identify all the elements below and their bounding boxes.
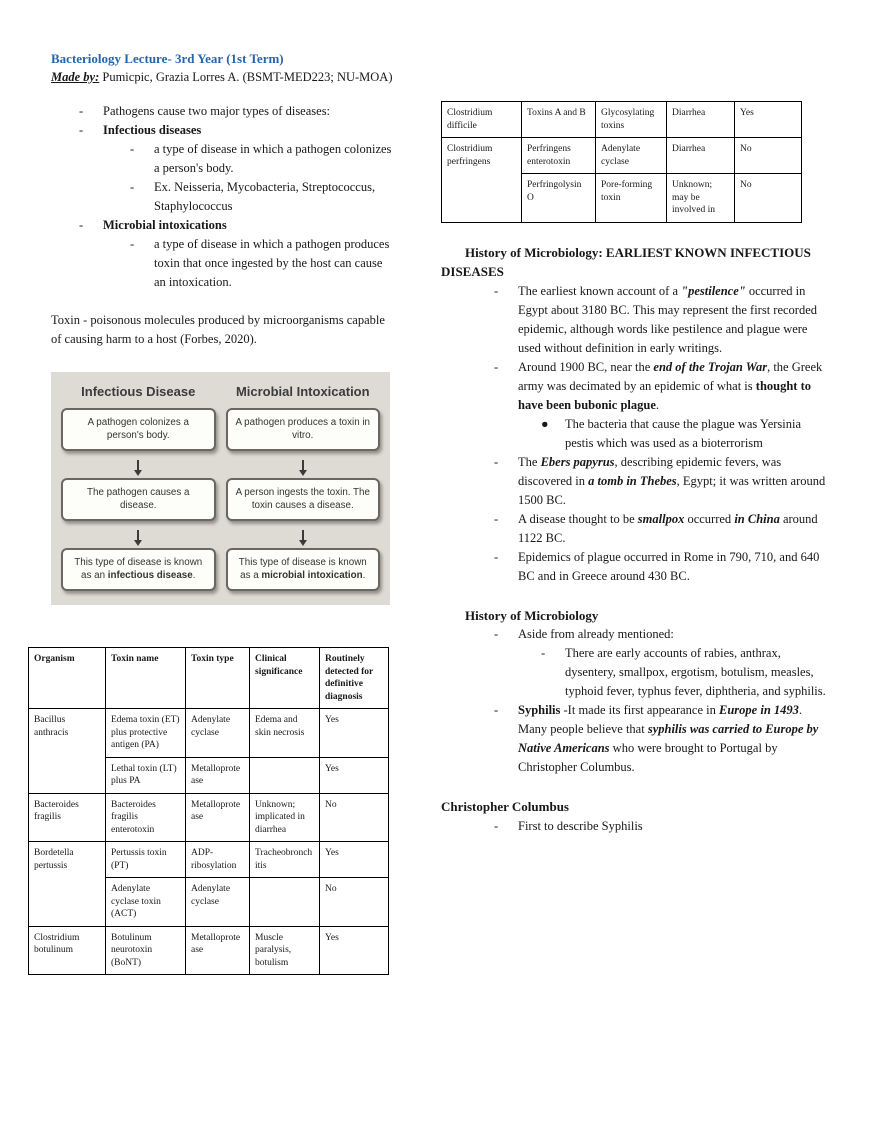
section-heading: History of Microbiology [465,607,599,623]
table-row [29,709,389,758]
list-item [441,548,831,586]
bullet-marker: - [130,180,135,194]
table-cell-detected: Yes [735,102,802,138]
list-item-text: A disease thought to be smallpox occurred in China around 1122 BC. [518,511,818,545]
column-header-routinely-detected: Routinely detected for definitive diagnosis [320,648,389,709]
table-cell-clinical: Unknown; implicated in diarrhea [250,793,320,842]
down-arrow-icon [226,521,381,548]
table-cell-toxin-type: Metalloprotease [186,757,250,793]
table-cell-toxin-name: Perfringens enterotoxin [522,138,596,174]
table-header-row [29,648,389,709]
list-item-text: There are early accounts of rabies, anthrax, dysentery, smallpox, ergotism, botulism, measles, typhoid fever, typhus fever, diphtheria, and syphilis. [565,646,826,698]
list-item [441,625,831,644]
table-cell-organism: Clostridium perfringens [442,138,522,223]
table-cell-organism: Bordetella pertussis [29,842,106,927]
table-cell-clinical: Diarrhea [667,138,735,174]
table-row [29,842,389,878]
bullet-marker: - [494,818,499,833]
bullet-marker: - [494,511,499,526]
list-item-text: The Ebers papyrus, describing epidemic fevers, was discovered in a tomb in Thebes, Egypt; it was written around 1500 BC. [518,454,826,507]
table-cell-toxin-name: Botulinum neurotoxin (BoNT) [106,926,186,975]
document-header [51,49,611,87]
table-cell-toxin-name: Bacteroides fragilis enterotoxin [106,793,186,842]
right-column [441,101,831,836]
list-item [441,510,831,548]
table-cell-organism: Bacillus anthracis [29,709,106,794]
list-item-text: Ex. Neisseria, Mycobacteria, Streptococcus, Staphylococcus [154,180,376,213]
bullet-marker: - [79,123,84,137]
list-item [441,453,831,510]
section-history-of-microbiology [441,606,831,778]
section-earliest-infectious-diseases [441,243,831,586]
list-item [441,817,831,836]
list-item [51,216,397,235]
table-cell-clinical: Muscle paralysis, botulism [250,926,320,975]
table-cell-toxin-type: Metalloprotease [186,793,250,842]
table-cell-toxin-name: Pertussis toxin (PT) [106,842,186,878]
figure-box-microbial-intoxication-label: This type of disease is known as a microbial intoxication. [226,548,381,591]
figure-title-intoxication: Microbial Intoxication [235,384,370,399]
bullet-marker: - [494,359,499,374]
list-item-text: Aside from already mentioned: [518,627,674,641]
list-item [51,235,397,292]
figure-box-pathogen-colonizes: A pathogen colonizes a person's body. [61,408,216,451]
table-cell-toxin-name: Edema toxin (ET) plus protective antigen (PA) [106,709,186,758]
table-cell-toxin-type: Adenylate cyclase [186,709,250,758]
down-arrow-icon [226,451,381,478]
list-item [441,701,831,777]
toxin-table-continued [441,101,802,223]
table-cell-toxin-type: Pore-forming toxin [596,174,667,223]
table-cell-toxin-type: Metalloprotease [186,926,250,975]
table-cell-clinical: Edema and skin necrosis [250,709,320,758]
section-heading: Christopher Columbus [441,799,569,814]
column-header-clinical-significance: Clinical significance [250,648,320,709]
list-item-text: Infectious diseases [103,123,202,137]
section-list [441,625,831,777]
list-item-text: The bacteria that cause the plague was Yersinia pestis which was used as a bioterrorism [565,416,802,450]
list-item [441,415,831,453]
toxin-table [28,647,389,975]
figure-box-pathogen-produces-toxin: A pathogen produces a toxin in vitro. [226,408,381,451]
list-item [441,282,831,358]
table-cell-detected: Yes [320,709,389,758]
down-arrow-icon [61,521,216,548]
table-cell-toxin-name: Toxins A and B [522,102,596,138]
bullet-marker: - [494,283,499,298]
page-title: Bacteriology Lecture- 3rd Year (1st Term) [51,51,284,66]
figure-title-infectious: Infectious Disease [81,384,196,399]
list-item [51,121,397,140]
figure-box-pathogen-causes-disease: The pathogen causes a disease. [61,478,216,521]
bullet-marker: - [130,142,135,156]
table-cell-clinical [250,757,320,793]
section-christopher-columbus [441,797,831,836]
list-item-text: Pathogens cause two major types of diseases: [103,104,331,118]
byline: Made by: Pumicpic, Grazia Lorres A. (BSMT-MED223; NU-MOA) [51,70,393,84]
list-item-text: The earliest known account of a "pestilence" occurred in Egypt about 3180 BC. This may represent the first recorded epidemic, although words like pestilence and plague were used without definition in early writings. [518,283,818,355]
table-row [29,926,389,975]
section-list [441,282,831,586]
list-item-text: First to describe Syphilis [518,818,643,833]
table-cell-detected: No [735,174,802,223]
bullet-marker: - [494,703,499,717]
list-item-text: Syphilis -It made its first appearance in Europe in 1493. Many people believe that syphilis was carried to Europe by Native Americans who were brought to Portugal by Christopher Columbus. [518,703,819,774]
list-item [441,644,831,701]
list-item-text: a type of disease in which a pathogen produces toxin that once ingested by the host can cause an intoxication. [154,237,390,289]
table-cell-toxin-name: Adenylate cyclase toxin (ACT) [106,878,186,927]
table-cell-clinical: Unknown; may be involved in [667,174,735,223]
column-header-toxin-type: Toxin type [186,648,250,709]
table-row [442,138,802,174]
table-cell-detected: No [320,793,389,842]
table-cell-organism: Clostridium botulinum [29,926,106,975]
list-item [51,140,397,178]
table-cell-organism: Bacteroides fragilis [29,793,106,842]
table-cell-toxin-type: Adenylate cyclase [596,138,667,174]
bullet-marker: - [494,627,499,641]
list-item-text: Around 1900 BC, near the end of the Trojan War, the Greek army was decimated by an epidemic of what is thought to have been bubonic plague. [518,359,823,412]
figure-box-infectious-disease-label: This type of disease is known as an infectious disease. [61,548,216,591]
list-item [51,178,397,216]
table-cell-toxin-name: Perfringolysin O [522,174,596,223]
section-list [441,817,831,836]
table-cell-toxin-name: Lethal toxin (LT) plus PA [106,757,186,793]
list-item [441,358,831,415]
list-item-text: Epidemics of plague occurred in Rome in 790, 710, and 640 BC and in Greece around 430 BC. [518,549,820,583]
table-cell-organism: Clostridium difficile [442,102,522,138]
bullet-marker: - [79,218,84,232]
table-cell-detected: Yes [320,757,389,793]
section-heading: History of Microbiology: EARLIEST KNOWN INFECTIOUS DISEASES [441,244,811,279]
list-item [51,102,397,121]
column-header-toxin-name: Toxin name [106,648,186,709]
table-cell-detected: Yes [320,926,389,975]
table-cell-detected: No [320,878,389,927]
table-cell-clinical [250,878,320,927]
bullet-marker: - [130,237,135,251]
infectious-vs-intoxication-figure [51,372,390,605]
table-row [442,102,802,138]
column-header-organism: Organism [29,648,106,709]
disease-types-list [51,102,397,292]
bullet-marker: ● [541,416,549,431]
bullet-marker: - [541,646,546,660]
table-cell-clinical: Diarrhea [667,102,735,138]
table-cell-detected: Yes [320,842,389,878]
bullet-marker: - [494,454,499,469]
table-row [29,793,389,842]
table-cell-toxin-type: Glycosylating toxins [596,102,667,138]
down-arrow-icon [61,451,216,478]
table-cell-toxin-type: ADP-ribosylation [186,842,250,878]
toxin-definition-note: Toxin - poisonous molecules produced by microorganisms capable of causing harm to a host (Forbes, 2020). [51,313,385,346]
table-cell-clinical: Tracheobronchitis [250,842,320,878]
figure-box-person-ingests-toxin: A person ingests the toxin. The toxin causes a disease. [226,478,381,521]
table-cell-toxin-type: Adenylate cyclase [186,878,250,927]
table-cell-detected: No [735,138,802,174]
bullet-marker: - [494,549,499,564]
list-item-text: Microbial intoxications [103,218,227,232]
left-column [34,102,397,975]
list-item-text: a type of disease in which a pathogen colonizes a person's body. [154,142,392,175]
bullet-marker: - [79,104,84,118]
